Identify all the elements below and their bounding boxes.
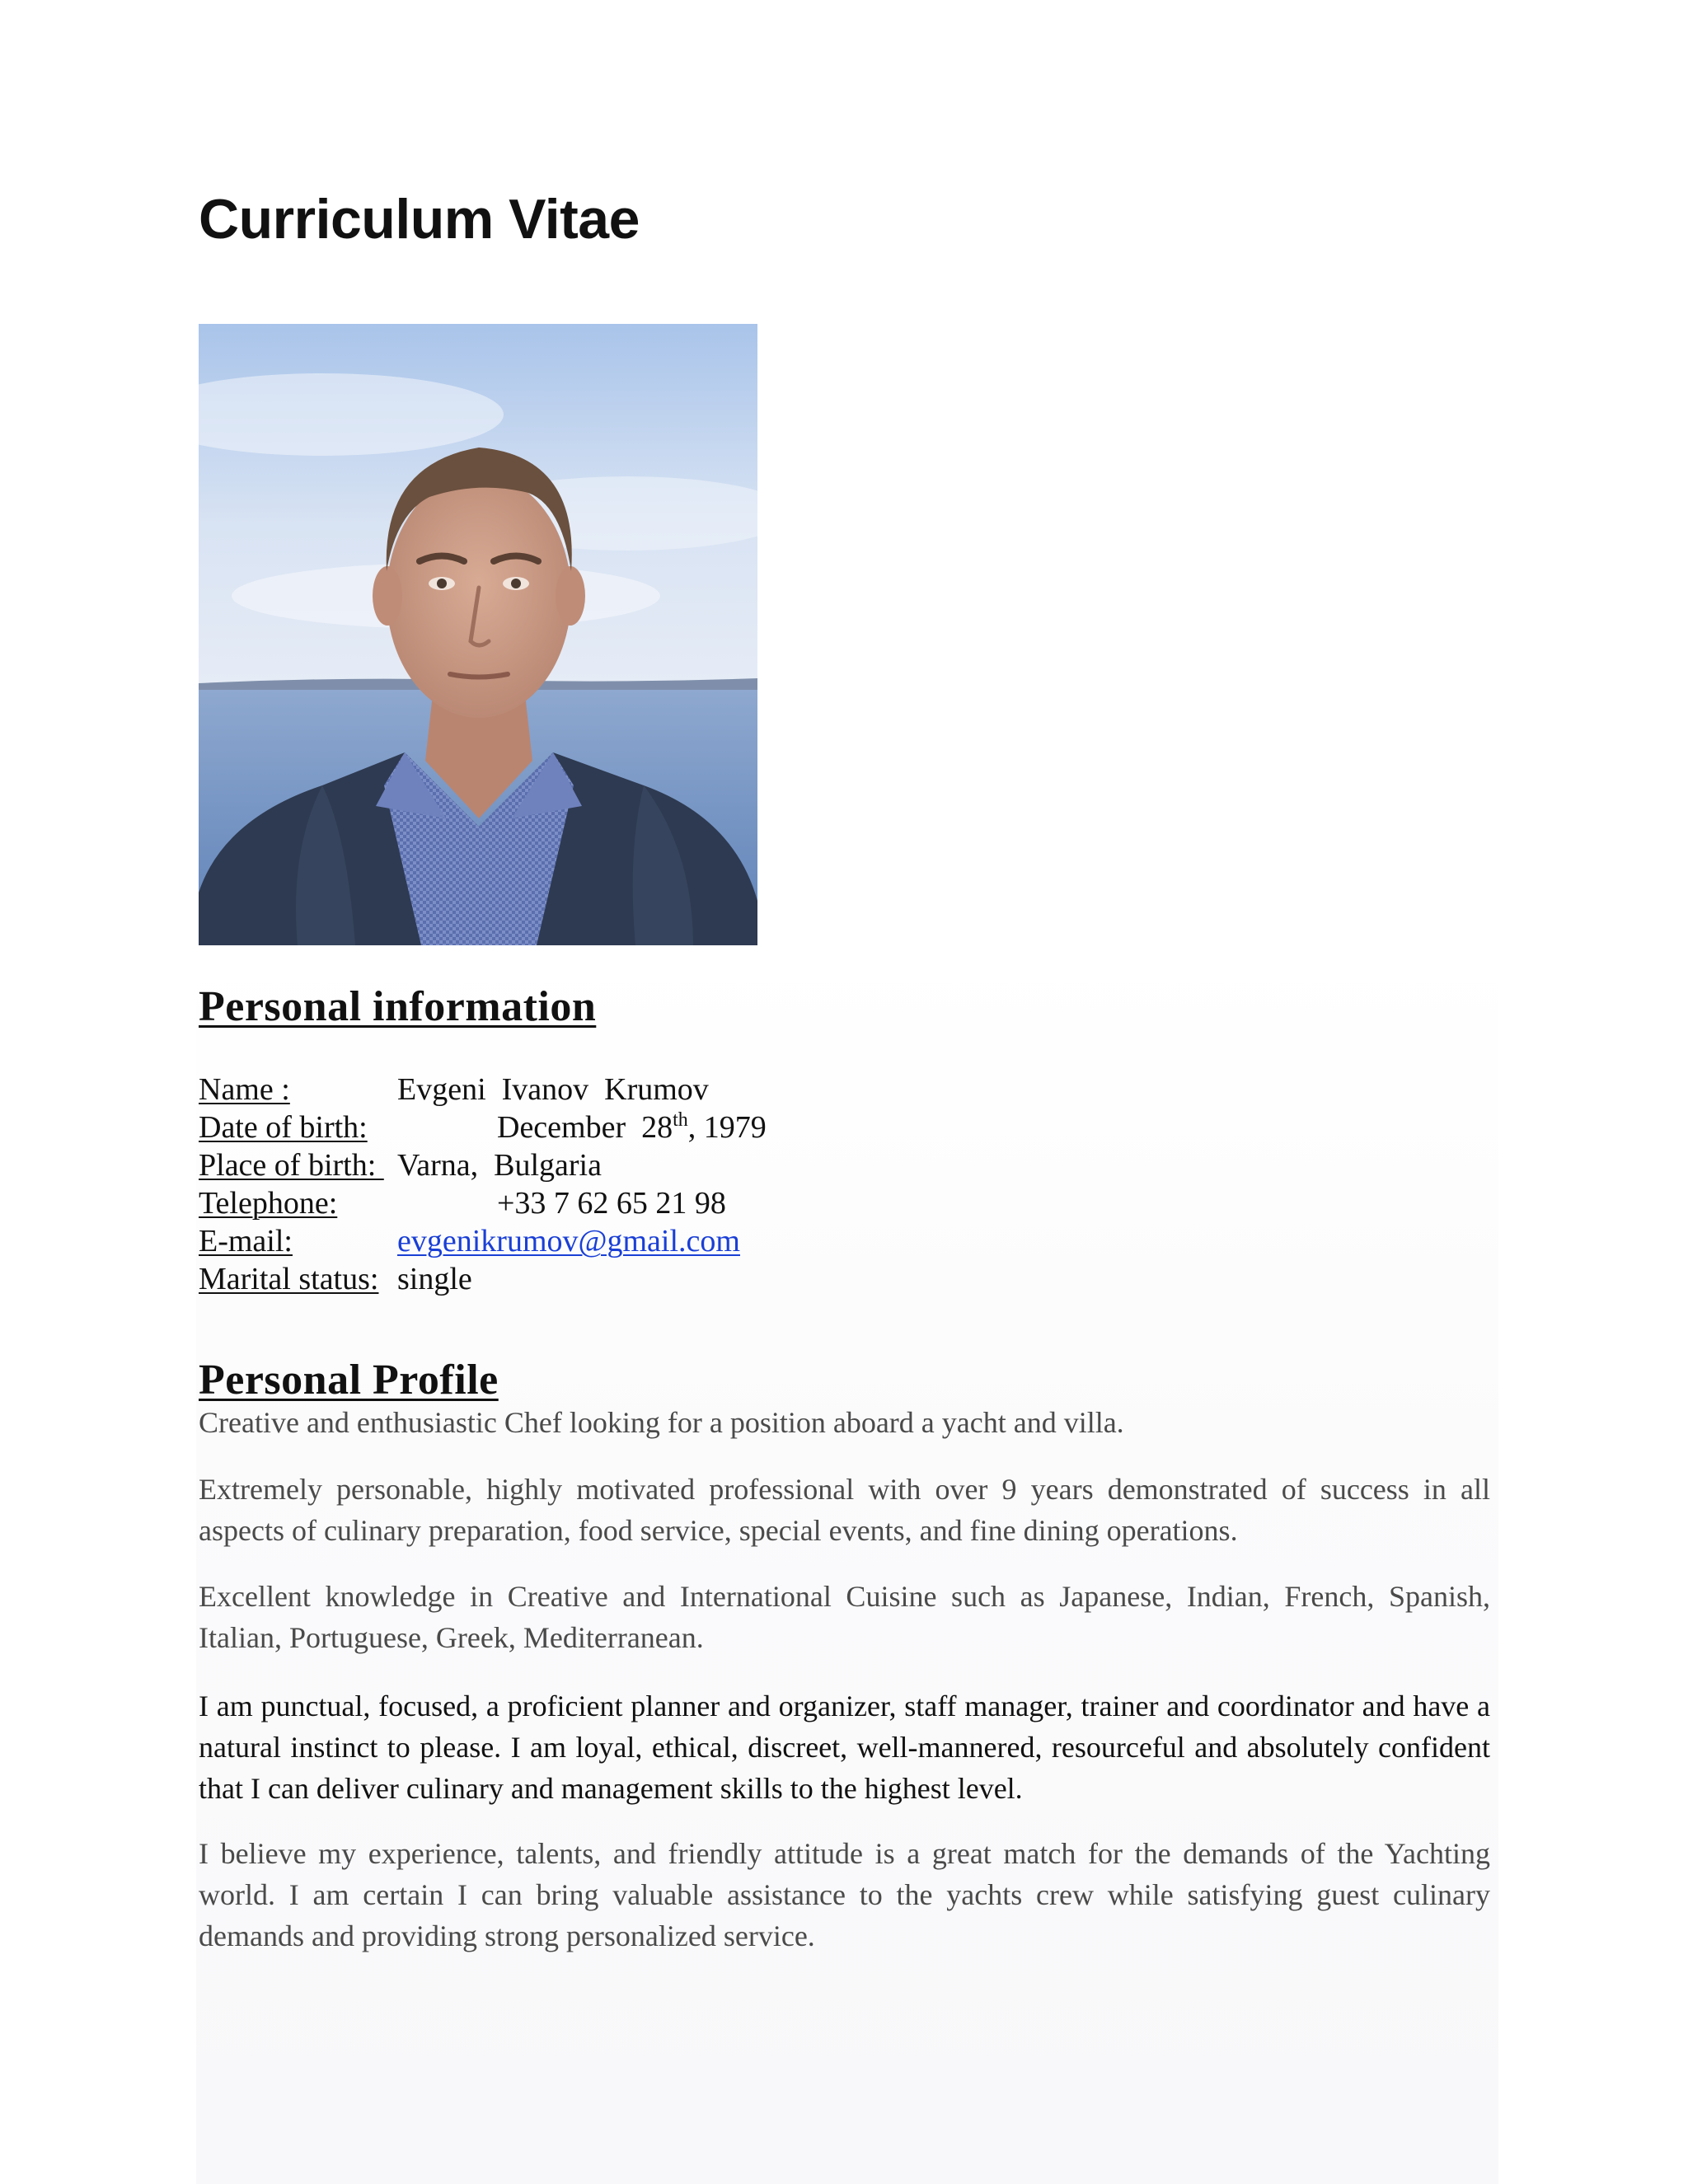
date-of-birth-ordinal: th (673, 1109, 688, 1131)
telephone-value: +33 7 62 65 21 98 (497, 1186, 726, 1221)
place-of-birth-label: Place of birth: (199, 1148, 384, 1183)
place-of-birth-value: Varna, Bulgaria (397, 1148, 602, 1183)
profile-paragraph-intro: Creative and enthusiastic Chef looking for a position aboard a yacht and villa. (199, 1406, 1124, 1439)
date-of-birth-value (497, 1108, 767, 1146)
personal-information-heading: Personal information (199, 983, 597, 1030)
page-title: Curriculum Vitae (199, 188, 640, 251)
profile-paragraph-cuisine: Excellent knowledge in Creative and International Cuisine such as Japanese, Indian, French, Spanish, Italian, Portuguese, Greek, Mediterranean. (199, 1580, 1490, 1654)
telephone-label: Telephone: (199, 1186, 338, 1221)
marital-status-value: single (397, 1262, 472, 1296)
email-label: E-mail: (199, 1224, 293, 1258)
personal-profile-heading: Personal Profile (199, 1357, 499, 1404)
date-of-birth-year: , 1979 (687, 1110, 767, 1145)
marital-status-label: Marital status: (199, 1262, 379, 1296)
page-background (196, 948, 1498, 2184)
email-link[interactable]: evgenikrumov@gmail.com (397, 1224, 740, 1258)
date-of-birth-day: December 28 (497, 1110, 673, 1145)
profile-paragraph-motivation: I believe my experience, talents, and friendly attitude is a great match for the demands of the Yachting world. I am certain I can bring valuable assistance to the yachts crew while satisfying guest culinary demands and providing strong personalized service. (199, 1837, 1490, 1952)
name-label: Name : (199, 1072, 290, 1107)
portrait-photo (199, 324, 757, 945)
profile-paragraph-experience: Extremely personable, highly motivated professional with over 9 years demonstrated of success in all aspects of culinary preparation, food service, special events, and fine dining operations. (199, 1473, 1490, 1547)
name-value: Evgeni Ivanov Krumov (397, 1072, 709, 1107)
date-of-birth-label: Date of birth: (199, 1110, 368, 1145)
profile-paragraph-skills: I am punctual, focused, a proficient planner and organizer, staff manager, trainer and coordinator and have a natural instinct to please. I am loyal, ethical, discreet, well-mannered, resourceful and absolutely confident that I can deliver culinary and management skills to the highest level. (199, 1690, 1490, 1805)
